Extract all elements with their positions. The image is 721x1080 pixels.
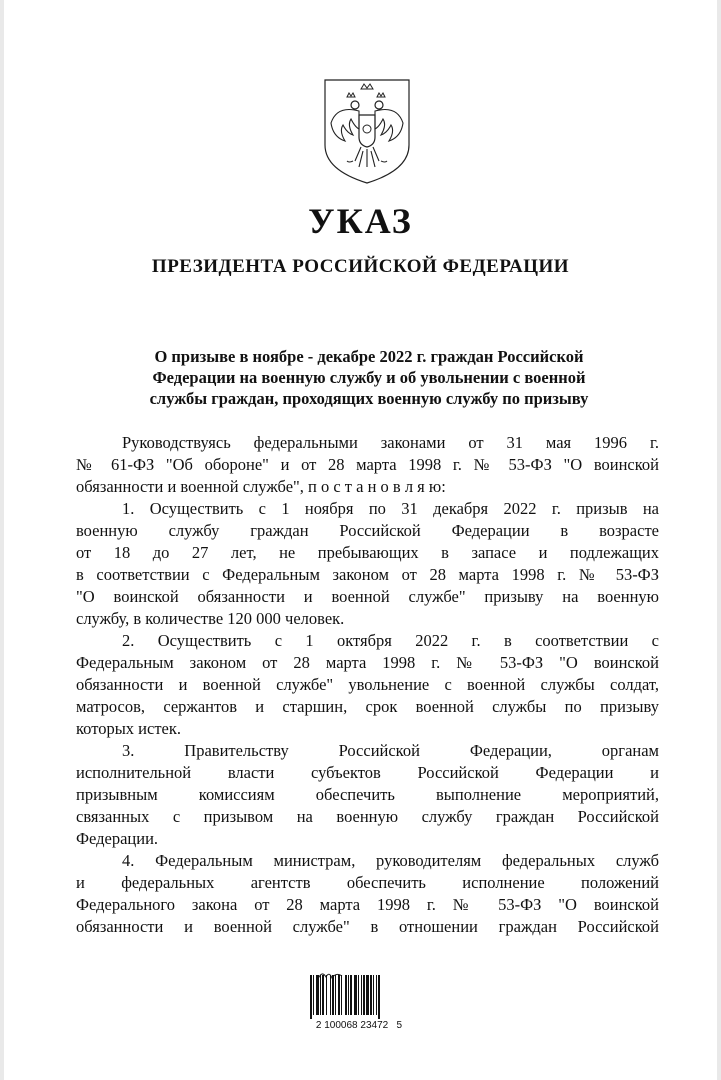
barcode-bar — [335, 975, 336, 1015]
body-line: Федеральным законом от 28 марта 1998 г. № 53-ФЗ "О воинской — [76, 653, 659, 672]
document-title: УКАЗ — [308, 201, 413, 241]
heading-line: службы граждан, проходящих военную службу по призыву — [149, 389, 589, 408]
body-line: 3. Правительству Российской Федерации, органам — [122, 741, 659, 760]
body-line: "О воинской обязанности и военной службе" призыву на военную — [76, 587, 659, 606]
decree-heading — [74, 346, 664, 409]
body-line: призывным комиссиям обеспечить выполнение мероприятий, — [76, 785, 659, 804]
barcode-bar — [320, 975, 321, 1015]
barcode-bar — [361, 975, 362, 1015]
body-line: и федеральных агентств обеспечить исполнение положений — [76, 873, 659, 892]
barcode-bar — [358, 975, 359, 1015]
body-line: обязанности и военной службе", п о с т а н о в л я ю: — [76, 477, 446, 496]
barcode-bar — [332, 975, 334, 1015]
body-line: службу, в количестве 120 000 человек. — [76, 609, 345, 628]
barcode-bar — [338, 975, 340, 1015]
barcode-bar — [373, 975, 374, 1015]
body-line: военную службу граждан Российской Федерации в возрасте — [76, 521, 659, 540]
barcode-bar — [326, 975, 327, 1015]
barcode-bar — [378, 975, 380, 1019]
barcode-bar — [354, 975, 357, 1015]
barcode-bar — [330, 975, 331, 1015]
body-line: в соответствии с Федеральным законом от 28 марта 1998 г. № 53-ФЗ — [76, 565, 659, 584]
document-page — [4, 0, 717, 1080]
heading-line: Федерации на военную службу и об увольнении с военной — [152, 368, 586, 387]
body-line: связанных с призывом на военную службу граждан Российской — [76, 807, 659, 826]
body-line: которых истек. — [76, 719, 181, 738]
heading-line: О призыве в ноябре - декабре 2022 г. граждан Российской — [154, 347, 584, 366]
barcode-bar — [366, 975, 369, 1015]
barcode-bar — [376, 975, 377, 1015]
body-line: обязанности и военной службе" увольнение с военной службы солдат, — [76, 675, 659, 694]
body-line: 2. Осуществить с 1 октября 2022 г. в соответствии с — [122, 631, 659, 650]
barcode-bar — [310, 975, 312, 1019]
body-line: матросов, сержантов и старшин, срок военной службы по призыву — [76, 697, 659, 716]
document-subtitle: ПРЕЗИДЕНТА РОССИЙСКОЙ ФЕДЕРАЦИИ — [151, 256, 570, 277]
body-line: 1. Осуществить с 1 ноября по 31 декабря 2022 г. призыв на — [122, 499, 659, 518]
barcode-bar — [316, 975, 319, 1015]
body-line: Федерации. — [76, 829, 159, 848]
coat-of-arms-icon — [317, 75, 417, 185]
barcode-bar — [350, 975, 352, 1015]
body-line: Руководствуясь федеральными законами от 31 мая 1996 г. — [122, 433, 659, 452]
barcode-bar — [341, 975, 342, 1015]
body-line: 4. Федеральным министрам, руководителям федеральных служб — [122, 851, 659, 870]
decree-body — [76, 432, 659, 938]
barcode-number: 2 100068 23472 5 — [315, 1020, 403, 1031]
body-line: от 18 до 27 лет, не пребывающих в запасе и подлежащих — [76, 543, 659, 562]
barcode-bar — [322, 975, 324, 1015]
barcode-bar — [345, 975, 347, 1015]
body-line: Федерального закона от 28 марта 1998 г. № 53-ФЗ "О воинской — [76, 895, 659, 914]
barcode-bar — [370, 975, 372, 1015]
barcode-bar — [363, 975, 365, 1015]
barcode-bar — [313, 975, 314, 1015]
body-line: № 61-ФЗ "Об обороне" и от 28 марта 1998 г. № 53-ФЗ "О воинской — [76, 455, 659, 474]
body-line: исполнительной власти субъектов Российской Федерации и — [76, 763, 659, 782]
barcode-bar — [348, 975, 349, 1015]
body-line: обязанности и военной службе" в отношении граждан Российской — [76, 917, 659, 936]
